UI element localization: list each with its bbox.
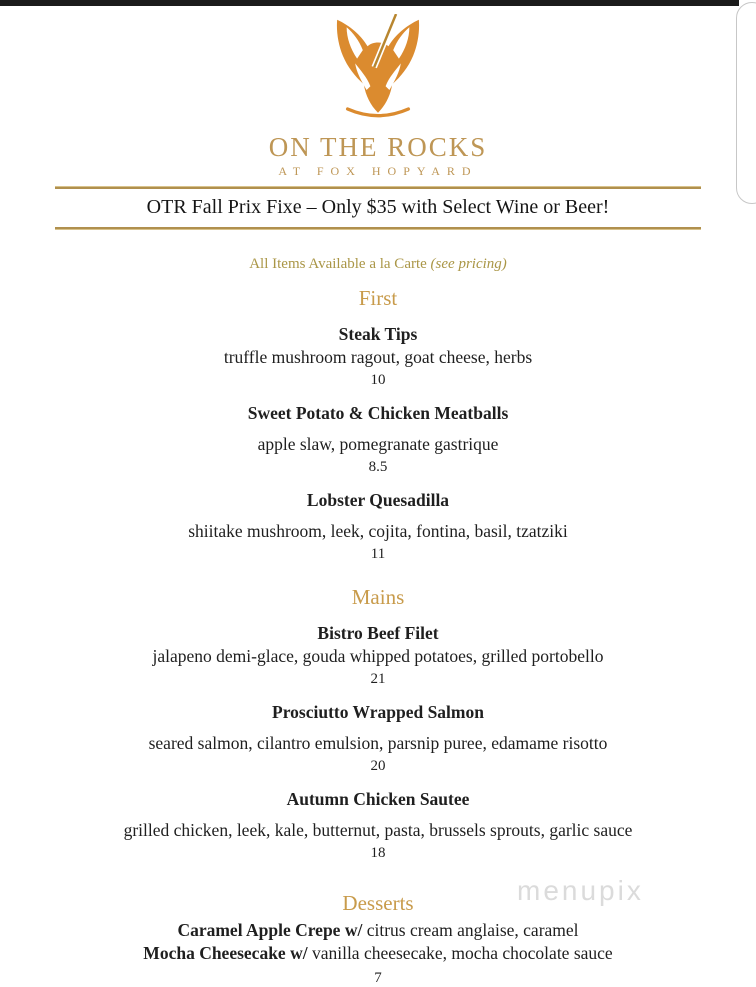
dish-name: Mocha Cheesecake w/ (143, 943, 308, 963)
a-la-carte-note-pricing: (see pricing) (430, 256, 507, 272)
menu-item-prosciutto-salmon (0, 701, 756, 776)
menu-item-sweet-potato-meatballs (0, 402, 756, 477)
menu-item-caramel-apple-crepe (0, 919, 756, 942)
section-title-desserts: Desserts (342, 891, 414, 915)
fox-cocktail-logo-icon (320, 14, 436, 128)
dish-price: 7 (374, 970, 382, 986)
menu-item-steak-tips (0, 323, 756, 390)
restaurant-name: ON THE ROCKS (268, 132, 488, 162)
dish-name: Steak Tips (338, 324, 418, 344)
dish-description: grilled chicken, leek, kale, butternut, pasta, brussels sprouts, garlic sauce (123, 820, 633, 840)
dish-price: 10 (370, 372, 386, 388)
dish-description: vanilla cheesecake, mocha chocolate sauce (311, 943, 613, 963)
dish-name: Caramel Apple Crepe w/ (177, 920, 363, 940)
prix-fixe-banner (55, 186, 701, 230)
menu-item-autumn-chicken-sautee (0, 788, 756, 863)
dish-name: Lobster Quesadilla (306, 490, 450, 510)
menu-item-mocha-cheesecake (0, 942, 756, 965)
dish-price: 8.5 (368, 459, 388, 475)
dish-price: 20 (370, 758, 386, 774)
dish-description: truffle mushroom ragout, goat cheese, herbs (223, 347, 533, 367)
dish-description: shiitake mushroom, leek, cojita, fontina, basil, tzatziki (188, 521, 568, 541)
dish-description: citrus cream anglaise, caramel (366, 920, 579, 940)
section-title-first: First (358, 286, 398, 310)
dish-name: Sweet Potato & Chicken Meatballs (247, 403, 509, 423)
dish-price: 18 (370, 845, 386, 861)
dish-name: Bistro Beef Filet (317, 623, 439, 643)
menupix-watermark: menupix (517, 875, 644, 906)
dish-description: apple slaw, pomegranate gastrique (257, 434, 499, 454)
a-la-carte-note-main: All Items Available a la Carte (249, 256, 431, 272)
dessert-items (0, 919, 756, 987)
menu-item-lobster-quesadilla (0, 489, 756, 564)
dish-name: Prosciutto Wrapped Salmon (272, 702, 484, 722)
dish-price: 21 (370, 671, 386, 687)
dish-price: 11 (370, 546, 386, 562)
banner-text: OTR Fall Prix Fixe – Only $35 with Select Wine or Beer! (146, 196, 610, 218)
section-title-mains: Mains (351, 585, 405, 609)
restaurant-subtitle: AT FOX HOPYARD (278, 164, 478, 178)
menu-item-bistro-beef-filet (0, 622, 756, 689)
a-la-carte-note (0, 256, 756, 273)
dish-description: seared salmon, cilantro emulsion, parsnip puree, edamame risotto (148, 733, 608, 753)
banner-bottom-rule (55, 227, 701, 230)
dish-description: jalapeno demi-glace, gouda whipped potatoes, grilled portobello (152, 646, 604, 666)
dish-name: Autumn Chicken Sautee (286, 789, 470, 809)
